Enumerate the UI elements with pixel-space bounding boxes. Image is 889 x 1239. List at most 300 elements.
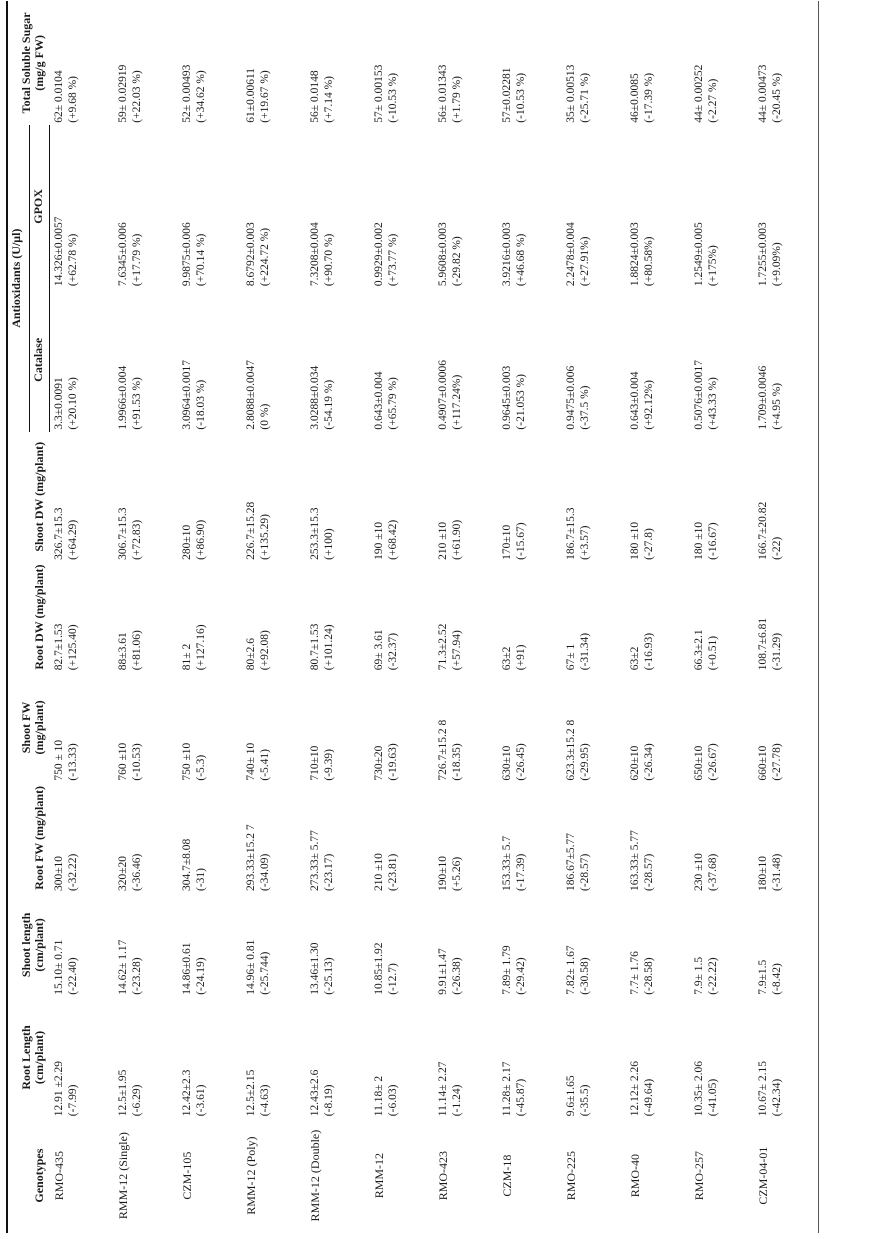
root-dw-value: 88±3.61 bbox=[117, 632, 129, 671]
root-length-percent-change: (-35.5) bbox=[579, 1084, 591, 1117]
root-length-value: 12.5±2.15 bbox=[245, 1069, 257, 1117]
root-length-value: 9.6±1.65 bbox=[565, 1075, 577, 1117]
total-soluble-sugar-percent-change: (+22.03 %) bbox=[131, 70, 143, 123]
shoot-length-cell bbox=[498, 893, 562, 997]
shoot-length-percent-change: (-8.42) bbox=[771, 963, 783, 995]
shoot-dw-percent-change: (-16.67) bbox=[707, 522, 719, 560]
total-soluble-sugar-cell bbox=[562, 1, 626, 125]
gpox-percent-change: (+224.72 %) bbox=[259, 227, 271, 287]
genotype-cell: RMO-225 bbox=[564, 1150, 578, 1201]
shoot-length-percent-change: (-29.42) bbox=[515, 957, 527, 995]
root-dw-cell bbox=[306, 562, 370, 672]
genotype-cell: RMO-435 bbox=[51, 1150, 66, 1201]
shoot-length-value: 14.96± 0.81 bbox=[245, 939, 257, 995]
gpox-percent-change: (+46.68 %) bbox=[515, 233, 527, 287]
gpox-value: 1.2549±0.005 bbox=[693, 222, 705, 287]
shoot-length-value: 10.85±1.92 bbox=[373, 942, 385, 995]
gpox-cell bbox=[114, 125, 178, 288]
root-fw-percent-change: (-32.22) bbox=[66, 853, 79, 892]
catalase-cell bbox=[114, 288, 178, 432]
shoot-dw-cell bbox=[370, 432, 434, 562]
root-length-percent-change: (-3.61) bbox=[195, 1084, 207, 1117]
total-soluble-sugar-percent-change: (+7.14 %) bbox=[323, 75, 335, 123]
root-dw-cell bbox=[562, 562, 626, 672]
shoot-fw-percent-change: (-5.3) bbox=[195, 754, 207, 781]
table-row bbox=[434, 1, 498, 1233]
shoot-length-value: 14.62± 1.17 bbox=[117, 939, 129, 995]
root-fw-percent-change: (-34.09) bbox=[259, 853, 271, 892]
root-fw-percent-change: (-28.57) bbox=[643, 853, 655, 892]
root-fw-percent-change: (-36.46) bbox=[131, 853, 143, 892]
genotype-cell: RMM-12 (Double) bbox=[308, 1129, 322, 1222]
root-dw-cell bbox=[178, 562, 242, 672]
root-dw-percent-change: (+127.16) bbox=[195, 624, 207, 671]
total-soluble-sugar-cell bbox=[754, 1, 819, 125]
root-dw-cell bbox=[690, 562, 754, 672]
root-fw-cell bbox=[754, 783, 819, 893]
shoot-length-value: 9.91±1.47 bbox=[437, 948, 449, 995]
shoot-dw-percent-change: (-22) bbox=[771, 536, 783, 560]
shoot-dw-cell bbox=[114, 432, 178, 562]
shoot-dw-cell bbox=[50, 432, 115, 562]
table-row bbox=[50, 1, 115, 1233]
catalase-value: 0.9475±0.006 bbox=[565, 365, 577, 430]
root-fw-percent-change: (-37.68) bbox=[707, 853, 719, 892]
shoot-dw-value: 190 ±10 bbox=[373, 521, 385, 560]
root-fw-percent-change: (-23.81) bbox=[387, 853, 399, 892]
total-soluble-sugar-cell bbox=[690, 1, 754, 125]
root-dw-cell bbox=[498, 562, 562, 672]
shoot-fw-cell bbox=[306, 672, 370, 782]
shoot-dw-value: 253.3±15.3 bbox=[309, 507, 321, 560]
total-soluble-sugar-cell bbox=[50, 1, 115, 125]
shoot-length-percent-change: (-12.7) bbox=[387, 963, 399, 995]
total-soluble-sugar-value: 44± 0.00473 bbox=[757, 64, 769, 123]
root-fw-percent-change: (-28.57) bbox=[579, 853, 591, 892]
table-row bbox=[754, 1, 819, 1233]
table-row bbox=[242, 1, 306, 1233]
gpox-cell bbox=[370, 125, 434, 288]
shoot-fw-percent-change: (-10.53) bbox=[131, 743, 143, 781]
catalase-percent-change: (+65.79 %) bbox=[387, 377, 399, 430]
root-fw-value: 163.33± 5.77 bbox=[629, 830, 641, 892]
root-length-value: 12.12± 2.26 bbox=[629, 1061, 641, 1117]
shoot-fw-percent-change: (-26.34) bbox=[643, 743, 655, 781]
total-soluble-sugar-cell bbox=[306, 1, 370, 125]
table-row bbox=[498, 1, 562, 1233]
total-soluble-sugar-percent-change: (-17.39 %) bbox=[643, 72, 655, 123]
total-soluble-sugar-percent-change: (+9.68 %) bbox=[66, 75, 79, 123]
shoot-dw-percent-change: (+135.29) bbox=[259, 514, 271, 560]
results-table bbox=[6, 1, 819, 1233]
shoot-length-percent-change: (-25.13) bbox=[323, 957, 335, 995]
genotype-cell: RMO-257 bbox=[692, 1150, 706, 1201]
genotype-cell: RMM-12 bbox=[372, 1152, 386, 1199]
shoot-dw-percent-change: (+100) bbox=[323, 528, 335, 560]
root-dw-percent-change: (-16.93) bbox=[643, 632, 655, 671]
total-soluble-sugar-cell bbox=[626, 1, 690, 125]
shoot-fw-value: 730±20 bbox=[373, 745, 385, 781]
shoot-fw-value: 726.7±15.2 8 bbox=[437, 719, 449, 781]
catalase-value: 0.4907±0.0006 bbox=[437, 360, 449, 430]
shoot-fw-percent-change: (-27.78) bbox=[771, 743, 783, 781]
root-length-value: 12.91 ±2.29 bbox=[52, 1061, 65, 1117]
total-soluble-sugar-value: 61±0.00611 bbox=[245, 67, 257, 123]
header-shoot-length: Shoot length (cm/plant) bbox=[7, 893, 50, 997]
root-dw-percent-change: (+91) bbox=[515, 644, 527, 671]
shoot-dw-value: 326.7±15.3 bbox=[52, 507, 65, 560]
shoot-fw-value: 660±10 bbox=[757, 745, 769, 781]
table-row bbox=[370, 1, 434, 1233]
shoot-fw-value: 710±10 bbox=[309, 745, 321, 781]
shoot-dw-percent-change: (+61.90) bbox=[451, 519, 463, 560]
header-gpox: GPOX bbox=[30, 125, 50, 288]
genotype-cell: CZM-18 bbox=[500, 1154, 514, 1197]
root-length-value: 10.35± 2.06 bbox=[693, 1061, 705, 1117]
gpox-cell bbox=[50, 125, 115, 288]
root-length-cell bbox=[242, 997, 306, 1118]
total-soluble-sugar-value: 44± 0.00252 bbox=[693, 64, 705, 123]
shoot-fw-cell bbox=[562, 672, 626, 782]
genotype-cell: RMM-12 (Single) bbox=[116, 1132, 130, 1220]
catalase-cell bbox=[242, 288, 306, 432]
root-fw-cell bbox=[562, 783, 626, 893]
genotype-cell: RMO-40 bbox=[628, 1153, 642, 1198]
shoot-fw-cell bbox=[498, 672, 562, 782]
shoot-dw-percent-change: (+86.90) bbox=[195, 519, 207, 560]
shoot-length-percent-change: (-30.58) bbox=[579, 957, 591, 995]
root-fw-value: 300±10 bbox=[52, 855, 65, 892]
shoot-fw-cell bbox=[50, 672, 115, 782]
shoot-length-value: 15.10± 0.71 bbox=[52, 939, 65, 995]
shoot-fw-value: 760 ±10 bbox=[117, 742, 129, 781]
root-length-cell bbox=[178, 997, 242, 1118]
root-length-cell bbox=[626, 997, 690, 1118]
shoot-fw-cell bbox=[178, 672, 242, 782]
shoot-fw-cell bbox=[434, 672, 498, 782]
shoot-fw-cell bbox=[242, 672, 306, 782]
shoot-length-percent-change: (-26.38) bbox=[451, 957, 463, 995]
root-fw-value: 210 ±10 bbox=[373, 853, 385, 892]
shoot-fw-percent-change: (-26.45) bbox=[515, 743, 527, 781]
root-length-cell bbox=[434, 997, 498, 1118]
gpox-cell bbox=[562, 125, 626, 288]
shoot-fw-value: 750 ±10 bbox=[181, 742, 193, 781]
header-shoot-fw: Shoot FW (mg/plant) bbox=[7, 672, 50, 782]
total-soluble-sugar-cell bbox=[370, 1, 434, 125]
total-soluble-sugar-value: 56± 0.0148 bbox=[309, 70, 321, 123]
gpox-percent-change: (+9.09%) bbox=[771, 242, 783, 287]
shoot-dw-cell bbox=[690, 432, 754, 562]
shoot-dw-percent-change: (+3.57) bbox=[579, 525, 591, 560]
catalase-percent-change: (+43.33 %) bbox=[707, 377, 719, 430]
table-row bbox=[178, 1, 242, 1233]
shoot-dw-value: 170±10 bbox=[501, 524, 513, 560]
catalase-cell bbox=[562, 288, 626, 432]
root-dw-value: 108.7±6.81 bbox=[757, 617, 769, 671]
shoot-length-cell bbox=[626, 893, 690, 997]
root-length-cell bbox=[306, 997, 370, 1118]
root-length-value: 11.18± 2 bbox=[373, 1075, 385, 1117]
root-dw-value: 71.3±2.52 bbox=[437, 623, 449, 671]
gpox-cell bbox=[754, 125, 819, 288]
shoot-dw-percent-change: (+68.42) bbox=[387, 519, 399, 560]
shoot-length-cell bbox=[114, 893, 178, 997]
catalase-value: 3.0964±0.0017 bbox=[181, 360, 193, 430]
root-dw-percent-change: (-31.29) bbox=[771, 632, 783, 671]
gpox-value: 5.9608±0.003 bbox=[437, 222, 449, 287]
root-dw-cell bbox=[434, 562, 498, 672]
catalase-percent-change: (+20.10 %) bbox=[67, 377, 79, 430]
root-fw-cell bbox=[114, 783, 178, 893]
shoot-dw-value: 180 ±10 bbox=[693, 521, 705, 560]
catalase-cell bbox=[50, 288, 115, 432]
root-dw-cell bbox=[626, 562, 690, 672]
catalase-percent-change: (+117.24%) bbox=[451, 374, 463, 430]
root-dw-value: 80.7±1.53 bbox=[309, 623, 321, 671]
catalase-value: 0.5076±0.0017 bbox=[693, 360, 705, 430]
catalase-percent-change: (+4.95 %) bbox=[771, 382, 783, 430]
shoot-length-percent-change: (-25.744) bbox=[259, 951, 271, 995]
root-fw-cell bbox=[690, 783, 754, 893]
root-length-value: 12.5±1.95 bbox=[117, 1069, 129, 1117]
catalase-cell bbox=[754, 288, 819, 432]
root-length-percent-change: (-7.99) bbox=[66, 1084, 79, 1117]
root-fw-value: 230 ±10 bbox=[693, 853, 705, 892]
gpox-cell bbox=[626, 125, 690, 288]
shoot-fw-percent-change: (-18.35) bbox=[451, 743, 463, 781]
header-root-dw: Root DW (mg/plant) bbox=[7, 562, 50, 672]
genotype-cell: RMM-12 (Poly) bbox=[244, 1136, 258, 1215]
root-dw-percent-change: (+101.24) bbox=[323, 624, 335, 671]
root-length-percent-change: (-6.29) bbox=[131, 1084, 143, 1117]
root-length-percent-change: (-8.19) bbox=[323, 1084, 335, 1117]
shoot-fw-percent-change: (-9.39) bbox=[323, 749, 335, 781]
shoot-dw-cell bbox=[306, 432, 370, 562]
shoot-dw-cell bbox=[498, 432, 562, 562]
root-fw-cell bbox=[626, 783, 690, 893]
header-catalase: Catalase bbox=[30, 288, 50, 432]
catalase-cell bbox=[306, 288, 370, 432]
gpox-cell bbox=[498, 125, 562, 288]
total-soluble-sugar-value: 35± 0.00513 bbox=[565, 64, 577, 123]
shoot-length-cell bbox=[434, 893, 498, 997]
shoot-fw-percent-change: (-13.33) bbox=[66, 743, 79, 781]
gpox-percent-change: (+17.79 %) bbox=[131, 233, 143, 287]
table-row bbox=[114, 1, 178, 1233]
shoot-length-value: 7.9± 1.5 bbox=[693, 956, 705, 995]
root-length-percent-change: (-1.24) bbox=[451, 1084, 463, 1117]
catalase-cell bbox=[178, 288, 242, 432]
root-fw-value: 304.7±8.08 bbox=[181, 838, 193, 892]
catalase-cell bbox=[498, 288, 562, 432]
root-fw-cell bbox=[434, 783, 498, 893]
root-fw-value: 190±10 bbox=[437, 855, 449, 892]
total-soluble-sugar-value: 59± 0.02919 bbox=[117, 64, 129, 123]
total-soluble-sugar-cell bbox=[242, 1, 306, 125]
gpox-percent-change: (+73.77 %) bbox=[387, 233, 399, 287]
root-fw-cell bbox=[50, 783, 115, 893]
catalase-value: 0.9645±0.003 bbox=[501, 365, 513, 430]
catalase-value: 2.8088±0.0047 bbox=[245, 360, 257, 430]
total-soluble-sugar-percent-change: (-25.71 %) bbox=[579, 72, 591, 123]
root-dw-value: 69± 3.61 bbox=[373, 629, 385, 671]
root-dw-percent-change: (+92.08) bbox=[259, 630, 271, 671]
shoot-length-cell bbox=[562, 893, 626, 997]
shoot-fw-percent-change: (-26.67) bbox=[707, 743, 719, 781]
total-soluble-sugar-percent-change: (+1.79 %) bbox=[451, 75, 463, 123]
shoot-dw-cell bbox=[434, 432, 498, 562]
catalase-percent-change: (0 %) bbox=[259, 403, 271, 430]
shoot-dw-percent-change: (-15.67) bbox=[515, 522, 527, 560]
catalase-percent-change: (+92.12%) bbox=[643, 379, 655, 430]
shoot-length-cell bbox=[178, 893, 242, 997]
total-soluble-sugar-percent-change: (-10.53 %) bbox=[387, 72, 399, 123]
root-fw-percent-change: (-23.17) bbox=[323, 853, 335, 892]
header-row-top bbox=[7, 1, 30, 1233]
shoot-dw-value: 180 ±10 bbox=[629, 521, 641, 560]
shoot-length-cell bbox=[754, 893, 819, 997]
header-root-fw: Root FW (mg/plant) bbox=[7, 783, 50, 893]
genotype-cell: RMO-423 bbox=[436, 1150, 450, 1201]
shoot-fw-value: 650±10 bbox=[693, 745, 705, 781]
shoot-dw-cell bbox=[626, 432, 690, 562]
root-length-value: 11.14± 2.27 bbox=[437, 1061, 449, 1117]
shoot-dw-percent-change: (-27.8) bbox=[643, 528, 655, 560]
root-dw-percent-change: (+0.51) bbox=[707, 635, 719, 671]
header-genotypes: Genotypes bbox=[7, 1118, 50, 1233]
catalase-cell bbox=[434, 288, 498, 432]
shoot-dw-percent-change: (+64.29) bbox=[66, 519, 79, 560]
catalase-percent-change: (-21.053 %) bbox=[515, 374, 527, 430]
root-length-percent-change: (-4.63) bbox=[259, 1084, 271, 1117]
shoot-length-value: 7.7± 1.76 bbox=[629, 951, 641, 995]
shoot-length-value: 7.82± 1.67 bbox=[565, 945, 577, 995]
root-length-cell bbox=[370, 997, 434, 1118]
total-soluble-sugar-cell bbox=[498, 1, 562, 125]
gpox-value: 3.9216±0.003 bbox=[501, 222, 513, 287]
root-length-cell bbox=[498, 997, 562, 1118]
shoot-fw-value: 630±10 bbox=[501, 745, 513, 781]
total-soluble-sugar-cell bbox=[434, 1, 498, 125]
shoot-length-percent-change: (-23.28) bbox=[131, 957, 143, 995]
root-fw-value: 153.33± 5.7 bbox=[501, 835, 513, 892]
root-fw-percent-change: (-31) bbox=[195, 868, 207, 892]
header-root-length: Root Length (cm/plant) bbox=[7, 997, 50, 1118]
shoot-fw-percent-change: (-19.63) bbox=[387, 743, 399, 781]
catalase-value: 1.9966±0.004 bbox=[117, 365, 129, 430]
root-length-value: 10.67± 2.15 bbox=[757, 1061, 769, 1117]
shoot-fw-percent-change: (-5.41) bbox=[259, 749, 271, 781]
root-length-cell bbox=[754, 997, 819, 1118]
total-soluble-sugar-value: 57±0.02281 bbox=[501, 67, 513, 123]
shoot-length-value: 14.86±0.61 bbox=[181, 942, 193, 995]
shoot-length-cell bbox=[50, 893, 115, 997]
root-dw-value: 66.3±2.1 bbox=[693, 629, 705, 671]
root-dw-value: 80±2.6 bbox=[245, 638, 257, 671]
header-antioxidants: Antioxidants (U/μl) bbox=[7, 125, 30, 432]
shoot-dw-cell bbox=[754, 432, 819, 562]
root-dw-percent-change: (+57.94) bbox=[451, 630, 463, 671]
gpox-value: 2.2478±0.004 bbox=[565, 222, 577, 287]
total-soluble-sugar-value: 56± 0.01343 bbox=[437, 64, 449, 123]
root-dw-percent-change: (-31.34) bbox=[579, 632, 591, 671]
root-dw-cell bbox=[114, 562, 178, 672]
gpox-percent-change: (+62.78 %) bbox=[67, 233, 79, 287]
shoot-length-percent-change: (-28.58) bbox=[643, 957, 655, 995]
catalase-value: 0.643±0.004 bbox=[629, 371, 641, 430]
catalase-cell bbox=[626, 288, 690, 432]
catalase-value: 3.0288±0.034 bbox=[309, 365, 321, 430]
shoot-fw-cell bbox=[626, 672, 690, 782]
root-length-percent-change: (-49.64) bbox=[643, 1078, 655, 1117]
root-dw-value: 81± 2 bbox=[181, 643, 193, 671]
gpox-percent-change: (+90.70 %) bbox=[323, 233, 335, 287]
root-fw-value: 180±10 bbox=[757, 855, 769, 892]
shoot-dw-cell bbox=[562, 432, 626, 562]
catalase-percent-change: (-54.19 %) bbox=[323, 379, 335, 430]
total-soluble-sugar-value: 52± 0.00493 bbox=[181, 64, 193, 123]
shoot-dw-percent-change: (+72.83) bbox=[131, 519, 143, 560]
total-soluble-sugar-percent-change: (+19.67 %) bbox=[259, 70, 271, 123]
gpox-value: 14.326±0.0057 bbox=[53, 216, 65, 287]
root-fw-value: 293.33±15.2 7 bbox=[245, 824, 257, 892]
shoot-fw-cell bbox=[114, 672, 178, 782]
gpox-value: 0.9929±0.002 bbox=[373, 222, 385, 287]
catalase-percent-change: (+91.53 %) bbox=[131, 377, 143, 430]
shoot-length-value: 13.46±1.30 bbox=[309, 942, 321, 995]
root-dw-percent-change: (+81.06) bbox=[131, 630, 143, 671]
root-length-cell bbox=[690, 997, 754, 1118]
root-fw-cell bbox=[306, 783, 370, 893]
table-row bbox=[626, 1, 690, 1233]
catalase-value: 0.643±0.004 bbox=[373, 371, 385, 430]
header-total-soluble-sugar: Total Soluble Sugar (mg/g FW) bbox=[7, 1, 50, 125]
genotype-cell: CZM-105 bbox=[180, 1151, 194, 1200]
root-length-percent-change: (-6.03) bbox=[387, 1084, 399, 1117]
gpox-percent-change: (+70.14 %) bbox=[195, 233, 207, 287]
header-shoot-dw: Shoot DW (mg/plant) bbox=[7, 432, 50, 562]
gpox-value: 1.7255±0.003 bbox=[757, 222, 769, 287]
total-soluble-sugar-cell bbox=[114, 1, 178, 125]
root-dw-percent-change: (-32.37) bbox=[387, 632, 399, 671]
shoot-dw-value: 166.7±20.82 bbox=[757, 501, 769, 560]
total-soluble-sugar-percent-change: (-20.45 %) bbox=[771, 72, 783, 123]
shoot-dw-value: 186.7±15.3 bbox=[565, 507, 577, 560]
root-fw-percent-change: (+5.26) bbox=[451, 856, 463, 892]
root-fw-cell bbox=[498, 783, 562, 893]
catalase-value: 1.709±0.0046 bbox=[757, 365, 769, 430]
total-soluble-sugar-percent-change: (-2.27 %) bbox=[707, 78, 719, 123]
shoot-dw-value: 306.7±15.3 bbox=[117, 507, 129, 560]
root-fw-cell bbox=[370, 783, 434, 893]
shoot-length-cell bbox=[690, 893, 754, 997]
shoot-fw-value: 620±10 bbox=[629, 745, 641, 781]
total-soluble-sugar-cell bbox=[178, 1, 242, 125]
root-length-percent-change: (-42.34) bbox=[771, 1078, 783, 1117]
total-soluble-sugar-value: 46±0.0085 bbox=[629, 73, 641, 123]
shoot-dw-value: 226.7±15.28 bbox=[245, 501, 257, 560]
root-dw-cell bbox=[242, 562, 306, 672]
shoot-length-cell bbox=[242, 893, 306, 997]
root-fw-value: 320±20 bbox=[117, 855, 129, 892]
root-fw-percent-change: (-17.39) bbox=[515, 853, 527, 892]
catalase-percent-change: (-18.03 %) bbox=[195, 379, 207, 430]
table-row bbox=[690, 1, 754, 1233]
root-dw-value: 63±2 bbox=[501, 646, 513, 671]
gpox-cell bbox=[690, 125, 754, 288]
total-soluble-sugar-percent-change: (-10.53 %) bbox=[515, 72, 527, 123]
